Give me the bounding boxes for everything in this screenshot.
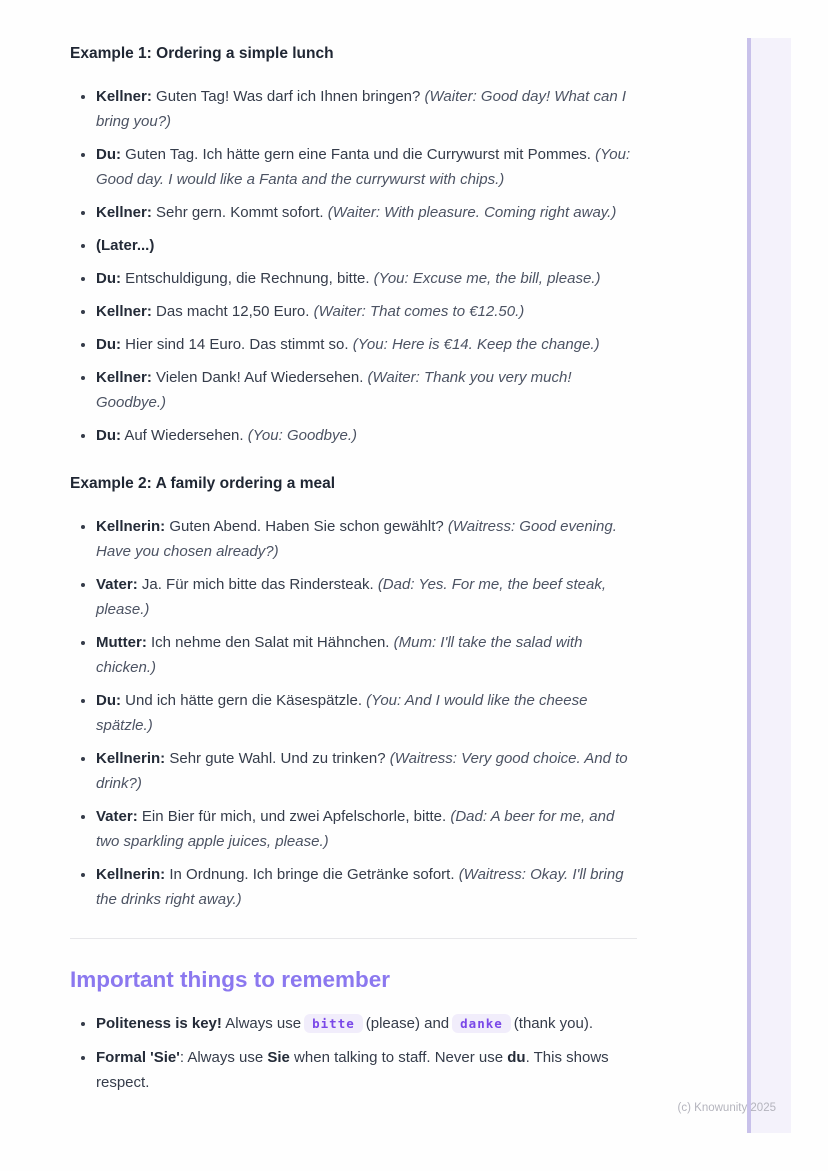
dialogue-line: • Du: Auf Wiedersehen. (You: Goodbye.) bbox=[96, 423, 636, 448]
plain-text: : Always use bbox=[179, 1049, 268, 1066]
dialogue-line: • Du: Entschuldigung, die Rechnung, bitte. (You: Excuse me, the bill, please.) bbox=[96, 266, 636, 291]
dialogue-list bbox=[70, 84, 636, 448]
speaker-label: Du: bbox=[96, 336, 121, 353]
translation-text: (You: Excuse me, the bill, please.) bbox=[373, 270, 601, 287]
remember-item bbox=[96, 1011, 636, 1036]
translation-text: (You: Good day. I would like a Fanta and the currywurst with chips.) bbox=[96, 146, 631, 188]
translation-text: (Waitress: Okay. I'll bring the drinks right away.) bbox=[96, 866, 624, 908]
dialogue-line: • Kellnerin: In Ordnung. Ich bringe die Getränke sofort. (Waitress: Okay. I'll bring the drinks right away.) bbox=[96, 862, 636, 912]
dialogue-line: • Kellner: Das macht 12,50 Euro. (Waiter: That comes to €12.50.) bbox=[96, 299, 636, 324]
dialogue-line: • Vater: Ein Bier für mich, und zwei Apfelschorle, bitte. (Dad: A beer for me, and two sparkling apple juices, please.) bbox=[96, 804, 636, 854]
speaker-label: Vater: bbox=[96, 808, 138, 825]
speaker-label: (Later...) bbox=[96, 237, 155, 254]
speaker-label: Du: bbox=[96, 427, 121, 444]
translation-text: (Waiter: Thank you very much! Goodbye.) bbox=[96, 369, 572, 411]
speaker-label: Du: bbox=[96, 146, 121, 163]
speaker-label: Kellnerin: bbox=[96, 518, 166, 535]
bold-text: Politeness is key! bbox=[96, 1015, 222, 1032]
speaker-label: Kellner: bbox=[96, 88, 152, 105]
speaker-label: Kellnerin: bbox=[96, 750, 166, 767]
example-heading: Example 1: Ordering a simple lunch bbox=[70, 45, 334, 62]
translation-text: (Waiter: Good day! What can I bring you?) bbox=[96, 88, 627, 130]
translation-text: (Dad: Yes. For me, the beef steak, please.) bbox=[96, 576, 606, 618]
section-divider bbox=[70, 938, 637, 939]
bold-text: Sie bbox=[267, 1049, 290, 1066]
examples bbox=[70, 44, 636, 912]
page-edge-accent-bar bbox=[747, 38, 791, 1133]
speaker-label: Vater: bbox=[96, 576, 138, 593]
speaker-label: Kellner: bbox=[96, 204, 152, 221]
plain-text: (please) and bbox=[365, 1015, 450, 1032]
dialogue-line: • Du: Guten Tag. Ich hätte gern eine Fanta und die Currywurst mit Pommes. (You: Good day. I would like a Fanta and the currywurst with chips.) bbox=[96, 142, 636, 192]
plain-text: when talking to staff. Never use bbox=[289, 1049, 508, 1066]
translation-text: (You: Goodbye.) bbox=[247, 427, 357, 444]
inline-code-chip: bitte bbox=[304, 1014, 363, 1033]
remember-heading: Important things to remember bbox=[70, 967, 391, 992]
plain-text: . This shows respect. bbox=[96, 1049, 609, 1091]
example-section bbox=[70, 44, 636, 448]
translation-text: (Dad: A beer for me, and two sparkling apple juices, please.) bbox=[96, 808, 615, 850]
speaker-label: Du: bbox=[96, 270, 121, 287]
dialogue-line: • Kellner: Guten Tag! Was darf ich Ihnen bringen? (Waiter: Good day! What can I bring you?) bbox=[96, 84, 636, 134]
example-heading: Example 2: A family ordering a meal bbox=[70, 475, 336, 492]
translation-text: (Waitress: Good evening. Have you chosen already?) bbox=[96, 518, 617, 560]
translation-text: (You: Here is €14. Keep the change.) bbox=[352, 336, 600, 353]
example-section bbox=[70, 474, 636, 912]
dialogue-line: • Kellnerin: Guten Abend. Haben Sie schon gewählt? (Waitress: Good evening. Have you chosen already?) bbox=[96, 514, 636, 564]
document-content bbox=[70, 44, 636, 1104]
dialogue-line: • Du: Hier sind 14 Euro. Das stimmt so. (You: Here is €14. Keep the change.) bbox=[96, 332, 636, 357]
dialogue-line: • Kellner: Vielen Dank! Auf Wiedersehen. (Waiter: Thank you very much! Goodbye.) bbox=[96, 365, 636, 415]
bold-text: Formal 'Sie' bbox=[96, 1049, 180, 1066]
dialogue-line: • Du: Und ich hätte gern die Käsespätzle. (You: And I would like the cheese spätzle.) bbox=[96, 688, 636, 738]
dialogue-list bbox=[70, 514, 636, 912]
translation-text: (Mum: I'll take the salad with chicken.) bbox=[96, 634, 583, 676]
dialogue-line: • Vater: Ja. Für mich bitte das Rindersteak. (Dad: Yes. For me, the beef steak, please.) bbox=[96, 572, 636, 622]
remember-item bbox=[96, 1045, 636, 1095]
speaker-label: Kellner: bbox=[96, 303, 152, 320]
speaker-label: Kellnerin: bbox=[96, 866, 166, 883]
speaker-label: Mutter: bbox=[96, 634, 147, 651]
dialogue-line: • Kellner: Sehr gern. Kommt sofort. (Waiter: With pleasure. Coming right away.) bbox=[96, 200, 636, 225]
remember-list bbox=[70, 1011, 636, 1095]
translation-text: (You: And I would like the cheese spätzle.) bbox=[96, 692, 588, 734]
translation-text: (Waitress: Very good choice. And to drink?) bbox=[96, 750, 628, 792]
plain-text: Always use bbox=[221, 1015, 302, 1032]
translation-text: (Waiter: With pleasure. Coming right away.) bbox=[327, 204, 617, 221]
speaker-label: Du: bbox=[96, 692, 121, 709]
dialogue-line: • Mutter: Ich nehme den Salat mit Hähnchen. (Mum: I'll take the salad with chicken.) bbox=[96, 630, 636, 680]
dialogue-line: • Kellnerin: Sehr gute Wahl. Und zu trinken? (Waitress: Very good choice. And to drink?) bbox=[96, 746, 636, 796]
plain-text: (thank you). bbox=[513, 1015, 594, 1032]
inline-code-chip: danke bbox=[452, 1014, 511, 1033]
speaker-label: Kellner: bbox=[96, 369, 152, 386]
watermark: (c) Knowunity 2025 bbox=[677, 1102, 776, 1114]
translation-text: (Waiter: That comes to €12.50.) bbox=[313, 303, 525, 320]
dialogue-line bbox=[96, 233, 636, 258]
bold-text: du bbox=[507, 1049, 526, 1066]
